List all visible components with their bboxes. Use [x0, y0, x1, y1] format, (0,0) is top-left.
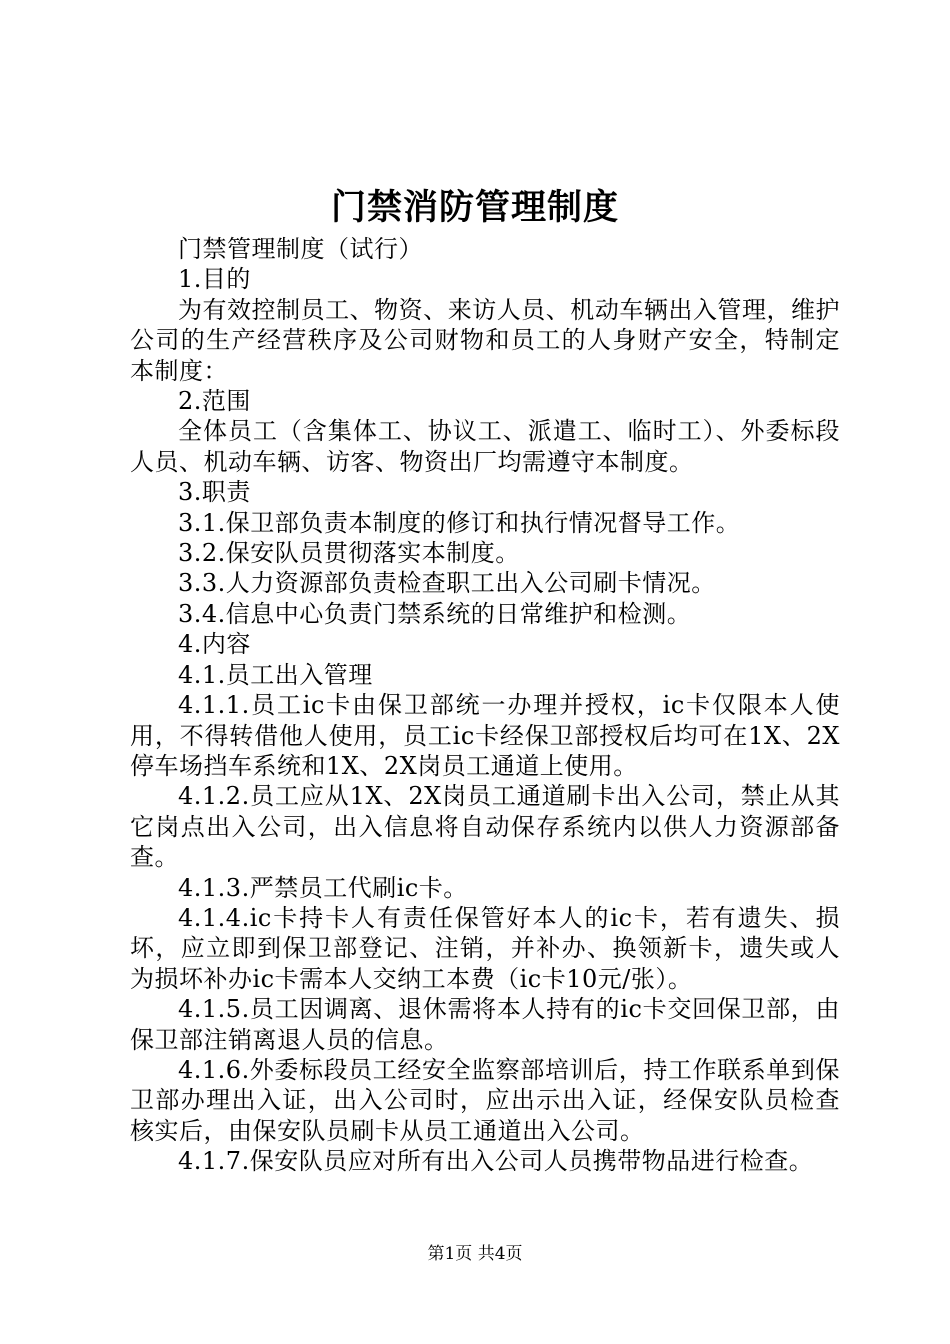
- paragraph-duty-3-3: 3.3.人力资源部负责检查职工出入公司刷卡情况。: [178, 569, 716, 598]
- paragraph-purpose: 为有效控制员工、物资、来访人员、机动车辆出入管理，维护公司的生产经营秩序及公司财物和员工的人身财产安全，特制定本制度：: [130, 295, 840, 385]
- paragraph-rule-4-1-1: 4.1.1.员工ic卡由保卫部统一办理并授权，ic卡仅限本人使用，不得转借他人使用，员工ic卡经保卫部授权后均可在1X、2X停车场挡车系统和1X、2X岗员工通道上使用。: [130, 691, 840, 780]
- paragraph-rule-4-1-2: 4.1.2.员工应从1X、2X岗员工通道刷卡出入公司，禁止从其它岗点出入公司，出入信息将自动保存系统内以供人力资源部备查。: [130, 782, 840, 872]
- paragraph-heading-content: 4.内容: [178, 630, 251, 659]
- document-title: 门禁消防管理制度: [330, 187, 619, 228]
- document-body: [130, 234, 840, 1177]
- paragraph-duty-3-1: 3.1.保卫部负责本制度的修订和执行情况督导工作。: [178, 508, 741, 537]
- paragraph-rule-4-1-7: 4.1.7.保安队员应对所有出入公司人员携带物品进行检查。: [178, 1147, 814, 1176]
- paragraph-heading-scope: 2.范围: [178, 387, 251, 416]
- paragraph-rule-4-1-3: 4.1.3.严禁员工代刷ic卡。: [178, 873, 468, 902]
- paragraph-rule-4-1-4: 4.1.4.ic卡持卡人有责任保管好本人的ic卡，若有遗失、损坏，应立即到保卫部登记、注销，并补办、换领新卡，遗失或人为损坏补办ic卡需本人交纳工本费（ic卡10元/张）。: [130, 903, 840, 993]
- paragraph-heading-purpose: 1.目的: [178, 265, 251, 294]
- page-footer: 第1页 共4页: [427, 1244, 523, 1264]
- paragraph-rule-4-1-5: 4.1.5.员工因调离、退休需将本人持有的ic卡交回保卫部，由保卫部注销离退人员的信息。: [130, 995, 840, 1054]
- paragraph-duty-3-2: 3.2.保安队员贯彻落实本制度。: [178, 539, 520, 568]
- paragraph-heading-duties: 3.职责: [178, 478, 251, 507]
- paragraph-scope: 全体员工（含集体工、协议工、派遣工、临时工）、外委标段人员、机动车辆、访客、物资出厂均需遵守本制度。: [130, 417, 840, 476]
- paragraph-rule-4-1-6: 4.1.6.外委标段员工经安全监察部培训后，持工作联系单到保卫部办理出入证，出入公司时，应出示出入证，经保安队员检查核实后，由保安队员刷卡从员工通道出入公司。: [130, 1055, 840, 1145]
- paragraph-heading-4-1: 4.1.员工出入管理: [178, 660, 373, 689]
- paragraph-duty-3-4: 3.4.信息中心负责门禁系统的日常维护和检测。: [178, 599, 692, 628]
- paragraph-subtitle: 门禁管理制度（试行）: [178, 235, 423, 263]
